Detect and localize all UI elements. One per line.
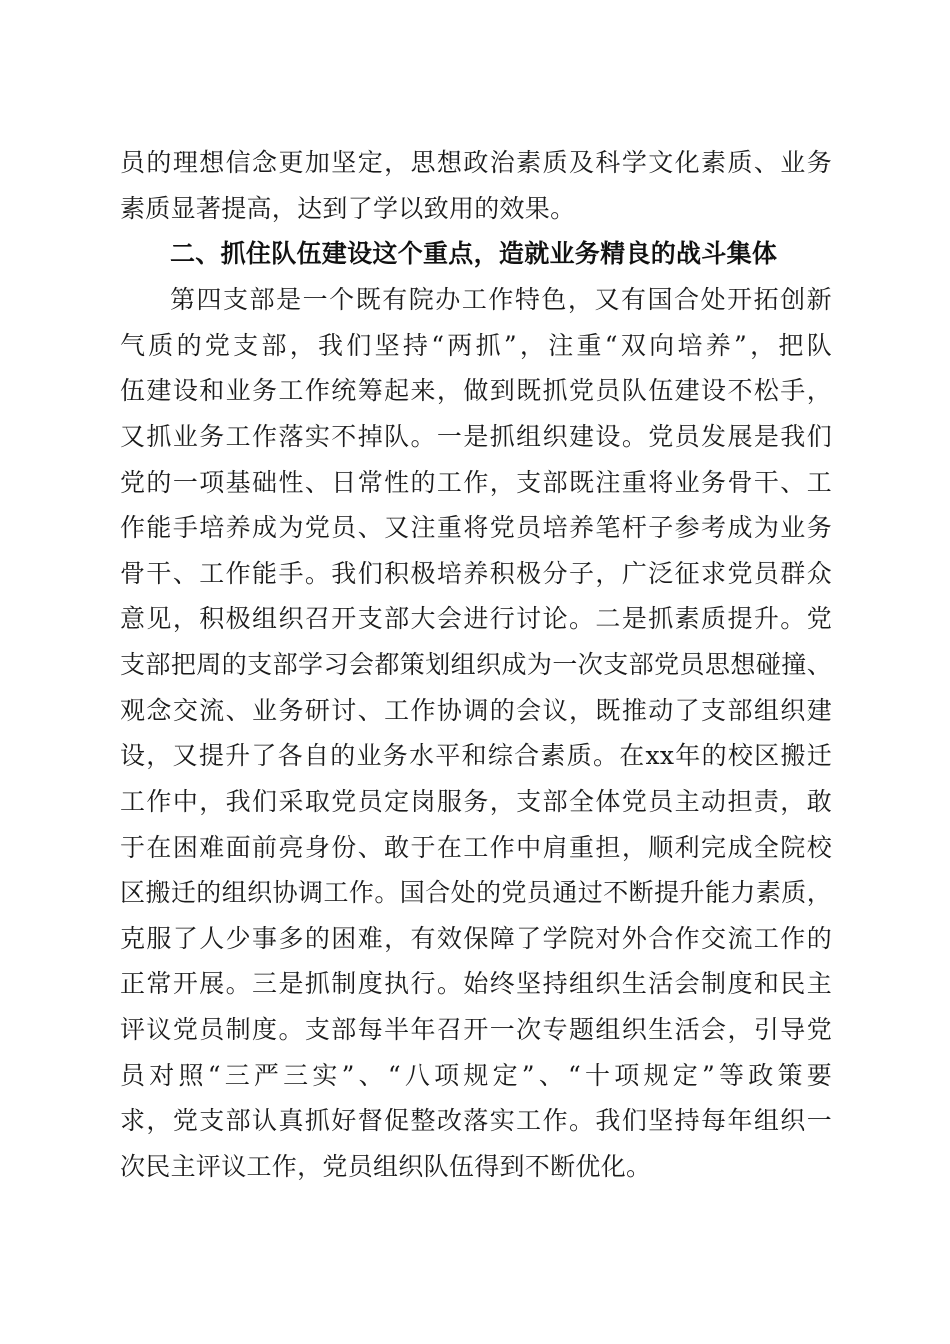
body-line-13: 于在困难面前亮身份、敢于在工作中肩重担，顺利完成全院校	[120, 833, 832, 862]
intro-line-1: 员的理想信念更加坚定，思想政治素质及科学文化素质、业务	[120, 148, 832, 177]
body-line-8: 意见，积极组织召开支部大会进行讨论。二是抓素质提升。党	[120, 604, 832, 633]
body-line-10: 观念交流、业务研讨、工作协调的会议，既推动了支部组织建	[120, 696, 832, 725]
body-line-18: 员对照“三严三实”、“八项规定”、“十项规定”等政策要	[120, 1061, 832, 1090]
body-line-2: 气质的党支部，我们坚持“两抓”，注重“双向培养”，把队	[120, 331, 832, 360]
body-line-11: 设，又提升了各自的业务水平和综合素质。在xx年的校区搬迁	[120, 741, 832, 770]
body-line-9: 支部把周的支部学习会都策划组织成为一次支部党员思想碰撞、	[120, 650, 832, 679]
section-heading: 二、抓住队伍建设这个重点，造就业务精良的战斗集体	[170, 239, 778, 268]
body-line-4: 又抓业务工作落实不掉队。一是抓组织建设。党员发展是我们	[120, 422, 832, 451]
body-line-12: 工作中，我们采取党员定岗服务，支部全体党员主动担责，敢	[120, 787, 832, 816]
body-line-3: 伍建设和业务工作统筹起来，做到既抓党员队伍建设不松手，	[120, 376, 832, 405]
body-line-6: 作能手培养成为党员、又注重将党员培养笔杆子参考成为业务	[120, 513, 832, 542]
body-line-7: 骨干、工作能手。我们积极培养积极分子，广泛征求党员群众	[120, 559, 832, 588]
intro-line-2: 素质显著提高，达到了学以致用的效果。	[120, 194, 576, 223]
body-line-17: 评议党员制度。支部每半年召开一次专题组织生活会，引导党	[120, 1015, 832, 1044]
body-line-15: 克服了人少事多的困难，有效保障了学院对外合作交流工作的	[120, 924, 832, 953]
body-line-14: 区搬迁的组织协调工作。国合处的党员通过不断提升能力素质，	[120, 878, 832, 907]
body-line-1: 第四支部是一个既有院办工作特色，又有国合处开拓创新	[170, 285, 832, 314]
body-line-20: 次民主评议工作，党员组织队伍得到不断优化。	[120, 1152, 652, 1181]
body-line-16: 正常开展。三是抓制度执行。始终坚持组织生活会制度和民主	[120, 969, 832, 998]
body-line-19: 求，党支部认真抓好督促整改落实工作。我们坚持每年组织一	[120, 1106, 832, 1135]
body-line-5: 党的一项基础性、日常性的工作，支部既注重将业务骨干、工	[120, 468, 832, 497]
